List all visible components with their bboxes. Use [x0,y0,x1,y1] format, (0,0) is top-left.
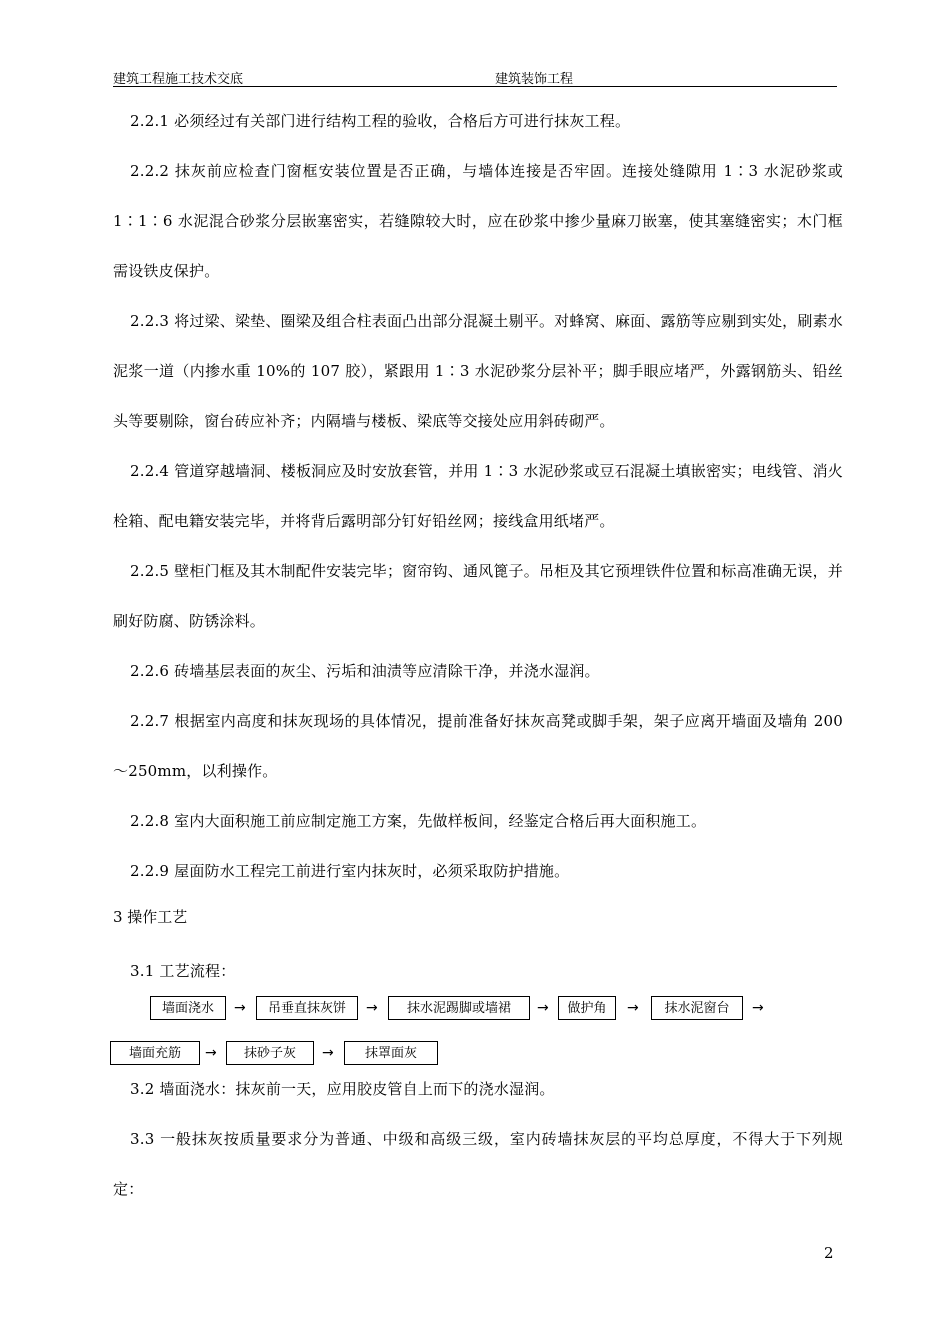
paragraph-2-2-1: 2.2.1 必须经过有关部门进行结构工程的验收，合格后方可进行抹灰工程。 [130,112,631,130]
header-section-title: 建筑装饰工程 [495,72,574,87]
page-header [113,66,837,87]
flow-arrow: → [205,1045,217,1061]
flow-arrow: → [537,1000,549,1016]
flow-step-box: 抹罩面灰 [344,1041,438,1065]
flow-title: 3.1 工艺流程： [130,962,236,980]
flow-arrow: → [627,1000,639,1016]
flow-step-box: 抹水泥窗台 [651,996,743,1020]
flow-step-box: 抹水泥踢脚或墙裙 [388,996,530,1020]
paragraph-2-2-7: 2.2.7 根据室内高度和抹灰现场的具体情况，提前准备好抹灰高凳或脚手架，架子应离开墙面及墙角 200～250mm，以利操作。 [113,712,843,780]
paragraph-2-2-4: 2.2.4 管道穿越墙洞、楼板洞应及时安放套管，并用 1∶3 水泥砂浆或豆石混凝土填嵌密实；电线管、消火栓箱、配电籍安装完毕，并将背后露明部分钉好铅丝网；接线盒用纸堵严。 [113,462,843,530]
flow-step-box: 抹砂子灰 [226,1041,314,1065]
paragraph-3-3: 3.3 一般抹灰按质量要求分为普通、中级和高级三级，室内砖墙抹灰层的平均总厚度，不得大于下列规定： [113,1130,843,1198]
section-heading: 3 操作工艺 [113,908,188,926]
flow-step-box: 墙面充筋 [110,1041,200,1065]
paragraph-2-2-3: 2.2.3 将过梁、梁垫、圈梁及组合柱表面凸出部分混凝土剔平。对蜂窝、麻面、露筋等应剔到实处，刷素水泥浆一道（内掺水重 10%的 107 胶），紧跟用 1∶3 水泥砂浆分层补平；脚手眼应堵严，外露钢筋头、铅丝头等要剔除，窗台砖应补齐；内隔墙与楼板、梁底等交接处应用斜砖砌严。 [113,312,843,430]
header-doc-title: 建筑工程施工技术交底 [113,72,244,87]
flow-arrow: → [752,1000,764,1016]
paragraph-3-2: 3.2 墙面浇水：抹灰前一天，应用胶皮管自上而下的浇水湿润。 [130,1080,555,1098]
paragraph-2-2-5: 2.2.5 壁柜门框及其木制配件安装完毕；窗帘钩、通风篦子。吊柜及其它预埋铁件位置和标高准确无误，并刷好防腐、防锈涂料。 [113,562,843,630]
paragraph-2-2-2: 2.2.2 抹灰前应检查门窗框安装位置是否正确，与墙体连接是否牢固。连接处缝隙用 1∶3 水泥砂浆或 1∶1∶6 水泥混合砂浆分层嵌塞密实，若缝隙较大时，应在砂浆中掺少量麻刀嵌塞，使其塞缝密实；木门框需设铁皮保护。 [113,162,843,280]
flow-arrow: → [322,1045,334,1061]
flow-step-box: 墙面浇水 [150,996,226,1020]
paragraph-2-2-9: 2.2.9 屋面防水工程完工前进行室内抹灰时，必须采取防护措施。 [130,862,570,880]
paragraph-2-2-8: 2.2.8 室内大面积施工前应制定施工方案，先做样板间，经鉴定合格后再大面积施工。 [130,812,707,830]
flow-arrow: → [234,1000,246,1016]
flow-step-box: 做护角 [558,996,616,1020]
flow-step-box: 吊垂直抹灰饼 [256,996,358,1020]
page-number: 2 [824,1244,834,1262]
paragraph-2-2-6: 2.2.6 砖墙基层表面的灰尘、污垢和油渍等应清除干净，并浇水湿润。 [130,662,600,680]
flow-arrow: → [366,1000,378,1016]
